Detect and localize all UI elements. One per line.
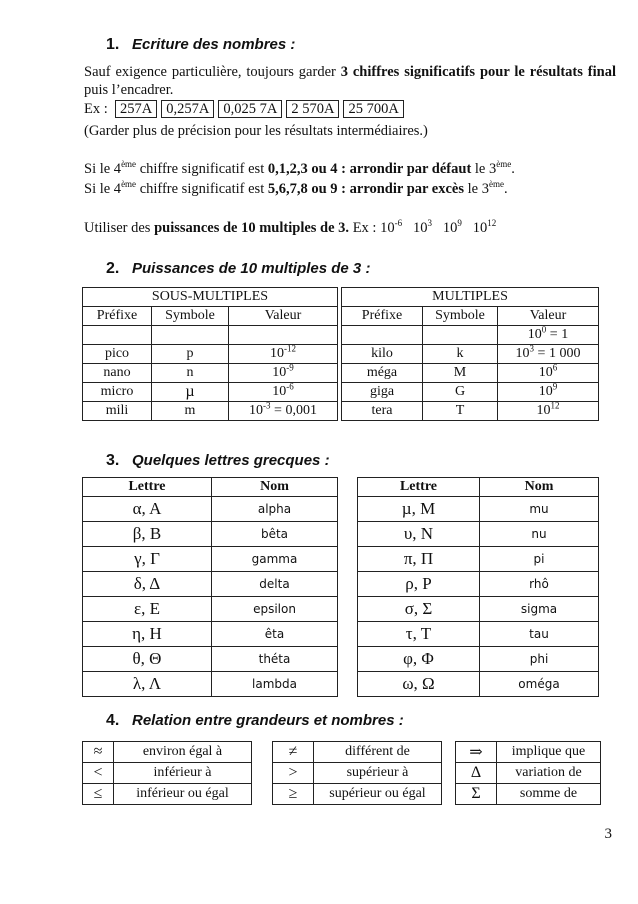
section-3-title: Quelques lettres grecques : — [132, 452, 330, 469]
table-row — [83, 622, 338, 647]
superscript: ème — [121, 159, 137, 170]
prefix-cell: pico — [83, 345, 152, 364]
table-row — [456, 784, 601, 805]
table-row — [358, 547, 599, 572]
relation-meaning-cell: implique que — [497, 742, 601, 763]
text: Utiliser des — [84, 220, 155, 236]
text: chiffre significatif est — [136, 181, 268, 197]
prefix-cell: nano — [83, 364, 152, 383]
greek-letters-table-left — [82, 477, 338, 697]
value-cell — [498, 402, 599, 421]
multiples-title: MULTIPLES — [342, 288, 599, 307]
greek-name-cell: bêta — [212, 522, 338, 547]
col-header-symbol: Symbole — [152, 307, 229, 326]
value-base: 10 — [272, 384, 287, 399]
prefix-cell: tera — [342, 402, 423, 421]
table-row — [273, 784, 442, 805]
col-header-letter: Lettre — [83, 478, 212, 497]
relations-table — [272, 741, 442, 805]
value-base: 10 — [270, 346, 284, 361]
table-row — [83, 597, 338, 622]
value-exponent: 6 — [552, 362, 558, 373]
rounding-rule-down — [84, 161, 515, 178]
table-row — [342, 383, 599, 402]
section-2-number: 2. — [106, 260, 120, 277]
value-rest: = 1 — [546, 327, 569, 342]
text: Ex : 10 — [349, 220, 395, 236]
greek-name-cell: sigma — [480, 597, 599, 622]
text: . — [511, 161, 515, 177]
superscript: 3 — [427, 218, 432, 229]
empty-cell — [152, 326, 229, 345]
text: 10 — [472, 220, 488, 236]
table-row — [83, 497, 338, 522]
relation-symbol-cell: ≤ — [83, 784, 114, 805]
relation-meaning-cell: somme de — [497, 784, 601, 805]
greek-letter-cell: µ, Μ — [358, 497, 480, 522]
greek-letter-cell: ω, Ω — [358, 672, 480, 697]
section-4-title: Relation entre grandeurs et nombres : — [132, 712, 404, 729]
col-header-name: Nom — [212, 478, 338, 497]
table-row — [273, 763, 442, 784]
table-row — [83, 742, 252, 763]
greek-name-cell: alpha — [212, 497, 338, 522]
table-row — [358, 572, 599, 597]
text: 10 — [412, 220, 428, 236]
greek-letter-cell: σ, Σ — [358, 597, 480, 622]
relation-symbol-cell: ≈ — [83, 742, 114, 763]
empty-cell — [423, 326, 498, 345]
table-row — [83, 522, 338, 547]
prefix-cell: kilo — [342, 345, 423, 364]
empty-cell — [83, 326, 152, 345]
table-row — [358, 497, 599, 522]
text: le 3 — [464, 181, 489, 197]
value-exponent: -12 — [284, 343, 296, 354]
table-row — [358, 672, 599, 697]
relation-meaning-cell: supérieur à — [314, 763, 442, 784]
table-row — [358, 647, 599, 672]
rule-emphasis: 5,6,7,8 ou 9 : arrondir par excès — [267, 181, 465, 197]
value-exponent: -3 — [263, 400, 271, 411]
relation-meaning-cell: inférieur ou égal — [114, 784, 252, 805]
text: chiffre significatif est — [136, 161, 268, 177]
value-base: 10 — [272, 365, 287, 380]
page-number: 3 — [604, 826, 612, 842]
relation-symbol-cell: > — [273, 763, 314, 784]
rule-text-end: puis l’encadrer. — [84, 82, 174, 98]
table-row — [456, 763, 601, 784]
greek-name-cell: epsilon — [212, 597, 338, 622]
value-base: 10 — [249, 403, 264, 418]
symbol-cell: M — [423, 364, 498, 383]
col-header-letter: Lettre — [358, 478, 480, 497]
greek-name-cell: oméga — [480, 672, 599, 697]
greek-name-cell: rhô — [480, 572, 599, 597]
relation-symbol-cell: ≠ — [273, 742, 314, 763]
table-row — [83, 672, 338, 697]
superscript: ème — [488, 179, 504, 190]
greek-name-cell: êta — [212, 622, 338, 647]
table-row — [358, 597, 599, 622]
greek-name-cell: gamma — [212, 547, 338, 572]
table-row — [342, 402, 599, 421]
greek-letter-cell: θ, Θ — [83, 647, 212, 672]
table-row — [83, 572, 338, 597]
empty-cell — [342, 326, 423, 345]
table-row — [83, 402, 338, 421]
symbol-cell: n — [152, 364, 229, 383]
text: le 3 — [471, 161, 497, 177]
superscript: -6 — [394, 218, 403, 229]
table-row — [273, 742, 442, 763]
greek-name-cell: théta — [212, 647, 338, 672]
relation-meaning-cell: inférieur à — [114, 763, 252, 784]
rounding-rule-up — [84, 181, 508, 198]
greek-letter-cell: β, Β — [83, 522, 212, 547]
section-2-heading — [106, 260, 370, 278]
greek-letter-cell: ε, Ε — [83, 597, 212, 622]
example-box: 257A — [115, 100, 157, 118]
powers-usage-line — [84, 220, 496, 237]
greek-name-cell: delta — [212, 572, 338, 597]
value-cell — [498, 383, 599, 402]
greek-letter-cell: δ, Δ — [83, 572, 212, 597]
section-1-heading — [106, 36, 295, 54]
superscript: ème — [496, 159, 512, 170]
examples-line — [84, 100, 408, 118]
greek-letter-cell: γ, Γ — [83, 547, 212, 572]
relation-symbol-cell: ≥ — [273, 784, 314, 805]
section-4-number: 4. — [106, 712, 120, 729]
greek-name-cell: nu — [480, 522, 599, 547]
value-cell — [229, 383, 338, 402]
rule-text: Sauf exigence particulière, toujours garder — [84, 64, 341, 80]
value-base: 10 — [538, 365, 553, 380]
col-header-symbol: Symbole — [423, 307, 498, 326]
text: Si le 4 — [84, 181, 122, 197]
relation-symbol-cell: Δ — [456, 763, 497, 784]
table-row — [342, 364, 599, 383]
value-base: 10 — [515, 346, 530, 361]
symbol-cell: p — [152, 345, 229, 364]
table-row — [83, 647, 338, 672]
value-base: 10 — [527, 327, 542, 342]
greek-letter-cell: τ, Τ — [358, 622, 480, 647]
text: Si le 4 — [84, 161, 122, 177]
section-4-heading — [106, 712, 404, 730]
value-base: 10 — [536, 403, 551, 418]
symbol-cell: T — [423, 402, 498, 421]
table-row — [358, 522, 599, 547]
greek-letter-cell: λ, Λ — [83, 672, 212, 697]
greek-letter-cell: η, Η — [83, 622, 212, 647]
relations-table — [455, 741, 601, 805]
section-3-heading — [106, 452, 330, 470]
text: 10 — [442, 220, 458, 236]
value-base: 10 — [538, 384, 553, 399]
value-cell — [229, 364, 338, 383]
greek-letter-cell: υ, Ν — [358, 522, 480, 547]
prefix-cell: mili — [83, 402, 152, 421]
table-row — [342, 345, 599, 364]
section-1-title: Ecriture des nombres : — [132, 36, 296, 53]
precision-note: (Garder plus de précision pour les résultats intermédiaires.) — [84, 123, 428, 139]
table-row — [83, 547, 338, 572]
relation-meaning-cell: variation de — [497, 763, 601, 784]
table-row — [83, 383, 338, 402]
col-header-value: Valeur — [229, 307, 338, 326]
examples-label: Ex : — [84, 101, 108, 117]
value-exponent: -6 — [286, 381, 294, 392]
relation-meaning-cell: supérieur ou égal — [314, 784, 442, 805]
empty-cell — [229, 326, 338, 345]
col-header-value: Valeur — [498, 307, 599, 326]
greek-letter-cell: α, Α — [83, 497, 212, 522]
example-box: 25 700A — [343, 100, 403, 118]
rule-emphasis: 0,1,2,3 ou 4 : arrondir par défaut — [267, 161, 472, 177]
value-exponent: 12 — [550, 400, 560, 411]
relation-symbol-cell: ⇒ — [456, 742, 497, 763]
col-header-prefix: Préfixe — [83, 307, 152, 326]
col-header-name: Nom — [480, 478, 599, 497]
table-row — [456, 742, 601, 763]
greek-name-cell: tau — [480, 622, 599, 647]
greek-name-cell: mu — [480, 497, 599, 522]
value-exponent: 9 — [552, 381, 558, 392]
relation-symbol-cell: Σ — [456, 784, 497, 805]
symbol-cell: G — [423, 383, 498, 402]
value-exponent: -9 — [286, 362, 294, 373]
greek-letters-table-right — [357, 477, 599, 697]
table-row — [83, 784, 252, 805]
example-box: 0,025 7A — [218, 100, 282, 118]
superscript: 9 — [457, 218, 462, 229]
symbol-cell: µ — [152, 383, 229, 402]
value-exponent: 0 — [541, 324, 547, 335]
rule-emphasis: puissances de 10 multiples de 3. — [154, 220, 350, 236]
greek-name-cell: phi — [480, 647, 599, 672]
prefix-cell: giga — [342, 383, 423, 402]
greek-letter-cell: ρ, Ρ — [358, 572, 480, 597]
section-2-title: Puissances de 10 multiples de 3 : — [132, 260, 371, 277]
greek-name-cell: pi — [480, 547, 599, 572]
text: . — [503, 181, 508, 197]
unit-value-cell — [498, 326, 599, 345]
superscript: ème — [121, 179, 137, 190]
value-cell — [498, 364, 599, 383]
value-exponent: 3 — [529, 343, 535, 354]
section-1-paragraph — [84, 63, 616, 99]
section-3-number: 3. — [106, 452, 120, 469]
example-box: 0,257A — [161, 100, 214, 118]
prefix-cell: micro — [83, 383, 152, 402]
symbol-cell: k — [423, 345, 498, 364]
value-cell — [229, 402, 338, 421]
rule-emphasis: 3 chiffres significatifs pour le résultats final — [340, 64, 616, 80]
relation-symbol-cell: < — [83, 763, 114, 784]
table-row — [358, 622, 599, 647]
symbol-cell: m — [152, 402, 229, 421]
table-row — [83, 763, 252, 784]
prefix-cell: méga — [342, 364, 423, 383]
value-rest: = 1 000 — [534, 346, 581, 361]
superscript: 12 — [487, 218, 497, 229]
col-header-prefix: Préfixe — [342, 307, 423, 326]
greek-letter-cell: φ, Φ — [358, 647, 480, 672]
greek-letter-cell: π, Π — [358, 547, 480, 572]
greek-name-cell: lambda — [212, 672, 338, 697]
section-1-number: 1. — [106, 36, 120, 53]
relation-meaning-cell: différent de — [314, 742, 442, 763]
example-box: 2 570A — [286, 100, 339, 118]
sub-multiples-table — [82, 287, 338, 421]
value-cell — [229, 345, 338, 364]
value-cell — [498, 345, 599, 364]
table-row — [83, 345, 338, 364]
relation-meaning-cell: environ égal à — [114, 742, 252, 763]
value-rest: = 0,001 — [270, 403, 317, 418]
multiples-table — [341, 287, 599, 421]
relations-table — [82, 741, 252, 805]
table-row — [83, 364, 338, 383]
sub-multiples-title: SOUS-MULTIPLES — [83, 288, 338, 307]
